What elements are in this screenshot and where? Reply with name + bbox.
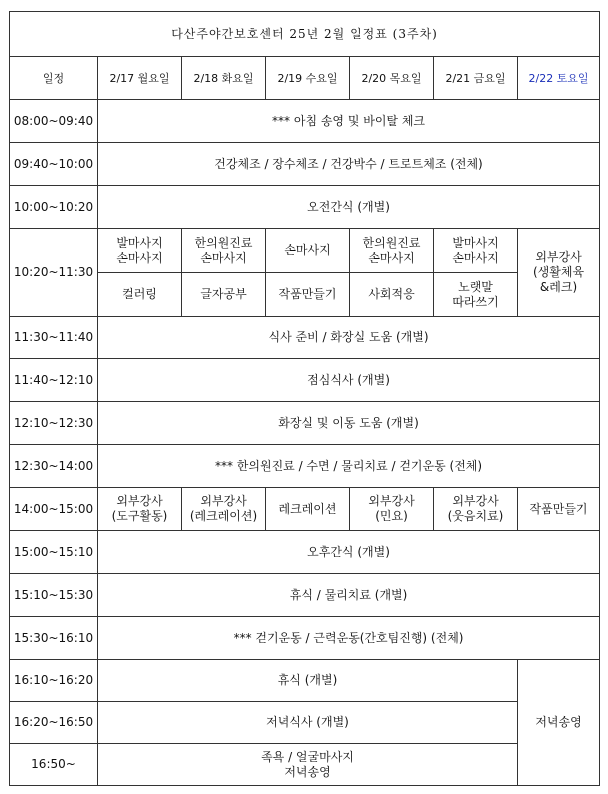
activity-line: 외부강사 [452, 494, 499, 508]
activity-cell-saturday: 저녁송영 [518, 660, 600, 786]
schedule-sheet [9, 11, 599, 786]
activity-line: &레크) [539, 280, 578, 294]
activity-line: 발마사지 [116, 235, 163, 250]
table-row [10, 488, 600, 531]
activity-line: 글자공부 [200, 287, 247, 301]
activity-line: 외부강사 [368, 494, 415, 508]
activity-cell [266, 488, 350, 531]
activity-line: 작품만들기 [529, 501, 588, 516]
activity-line: 노랫말 [458, 279, 493, 294]
activity-cell-saturday [518, 229, 600, 317]
header-label: 일정 [10, 57, 98, 100]
activity-line: (민요) [375, 509, 408, 523]
time-cell: 12:10~12:30 [10, 402, 98, 445]
activity-line: 사회적응 [368, 287, 415, 301]
activity-line: 손마사지 [116, 250, 163, 265]
header-day-wed: 2/19 수요일 [266, 57, 350, 100]
table-row [10, 317, 600, 359]
table-row [10, 617, 600, 660]
activity-cell: 화장실 및 이동 도움 (개별) [98, 402, 600, 445]
activity-cell [434, 488, 518, 531]
table-row [10, 186, 600, 229]
table-row [10, 229, 600, 273]
table-row [10, 531, 600, 574]
header-day-tue: 2/18 화요일 [182, 57, 266, 100]
activity-line: 손마사지 [284, 243, 331, 257]
activity-cell [98, 744, 518, 786]
activity-line: 손마사지 [200, 250, 247, 265]
time-cell: 08:00~09:40 [10, 100, 98, 143]
activity-line: 따라쓰기 [452, 294, 499, 309]
header-day-mon: 2/17 월요일 [98, 57, 182, 100]
activity-line: 발마사지 [452, 235, 499, 250]
table-row [10, 100, 600, 143]
activity-cell: *** 걷기운동 / 근력운동(간호팀진행) (전체) [98, 617, 600, 660]
table-row [10, 744, 600, 786]
activity-line: 족욕 / 얼굴마사지 [261, 749, 354, 764]
activity-cell [350, 273, 434, 317]
time-cell: 16:20~16:50 [10, 702, 98, 744]
table-row [10, 445, 600, 488]
table-row [10, 574, 600, 617]
activity-cell [350, 229, 434, 273]
activity-line: 레크레이션 [278, 501, 337, 516]
activity-line: 한의원진료 [362, 235, 421, 250]
activity-line: 외부강사 [535, 250, 582, 264]
activity-cell-saturday [518, 488, 600, 531]
table-row [10, 359, 600, 402]
activity-line: 손마사지 [452, 250, 499, 265]
time-cell: 15:10~15:30 [10, 574, 98, 617]
time-cell: 10:20~11:30 [10, 229, 98, 317]
time-cell: 09:40~10:00 [10, 143, 98, 186]
activity-cell [434, 273, 518, 317]
activity-cell: 식사 준비 / 화장실 도움 (개별) [98, 317, 600, 359]
time-cell: 15:30~16:10 [10, 617, 98, 660]
activity-cell [182, 229, 266, 273]
activity-line: (레크레이션) [189, 509, 258, 523]
table-row [10, 143, 600, 186]
table-row [10, 273, 600, 317]
time-cell: 11:40~12:10 [10, 359, 98, 402]
time-cell: 10:00~10:20 [10, 186, 98, 229]
table-row [10, 702, 600, 744]
activity-line: 컬러링 [122, 287, 157, 301]
activity-line: 외부강사 [116, 494, 163, 508]
table-row [10, 660, 600, 702]
activity-cell [182, 488, 266, 531]
schedule-title: 다산주야간보호센터 25년 2월 일정표 (3주차) [10, 12, 600, 57]
header-day-thu: 2/20 목요일 [350, 57, 434, 100]
schedule-table [9, 11, 600, 786]
activity-cell: 오전간식 (개별) [98, 186, 600, 229]
activity-cell: 오후간식 (개별) [98, 531, 600, 574]
activity-cell [98, 273, 182, 317]
time-cell: 11:30~11:40 [10, 317, 98, 359]
activity-cell [266, 273, 350, 317]
time-cell: 16:50~ [10, 744, 98, 786]
activity-line: 작품만들기 [278, 287, 337, 301]
time-cell: 15:00~15:10 [10, 531, 98, 574]
activity-line: 저녁송영 [284, 764, 331, 779]
activity-cell: *** 아침 송영 및 바이탈 체크 [98, 100, 600, 143]
time-cell: 12:30~14:00 [10, 445, 98, 488]
activity-cell [266, 229, 350, 273]
activity-line: (도구활동) [111, 509, 168, 523]
time-cell: 16:10~16:20 [10, 660, 98, 702]
activity-cell: 건강체조 / 장수체조 / 건강박수 / 트로트체조 (전체) [98, 143, 600, 186]
activity-cell [98, 229, 182, 273]
header-row [10, 57, 600, 100]
activity-cell [350, 488, 434, 531]
activity-line: 한의원진료 [194, 235, 253, 250]
activity-cell [98, 488, 182, 531]
activity-cell: 휴식 (개별) [98, 660, 518, 702]
activity-cell: 점심식사 (개별) [98, 359, 600, 402]
activity-line: 손마사지 [368, 250, 415, 265]
activity-line: 외부강사 [200, 494, 247, 508]
header-day-fri: 2/21 금요일 [434, 57, 518, 100]
activity-cell [434, 229, 518, 273]
table-row [10, 402, 600, 445]
activity-line: (생활체육 [533, 265, 585, 279]
activity-cell: 저녁식사 (개별) [98, 702, 518, 744]
time-cell: 14:00~15:00 [10, 488, 98, 531]
activity-cell: *** 한의원진료 / 수면 / 물리치료 / 걷기운동 (전체) [98, 445, 600, 488]
activity-cell: 휴식 / 물리치료 (개별) [98, 574, 600, 617]
activity-line: (웃음치료) [447, 509, 504, 523]
activity-cell [182, 273, 266, 317]
header-day-sat: 2/22 토요일 [518, 57, 600, 100]
